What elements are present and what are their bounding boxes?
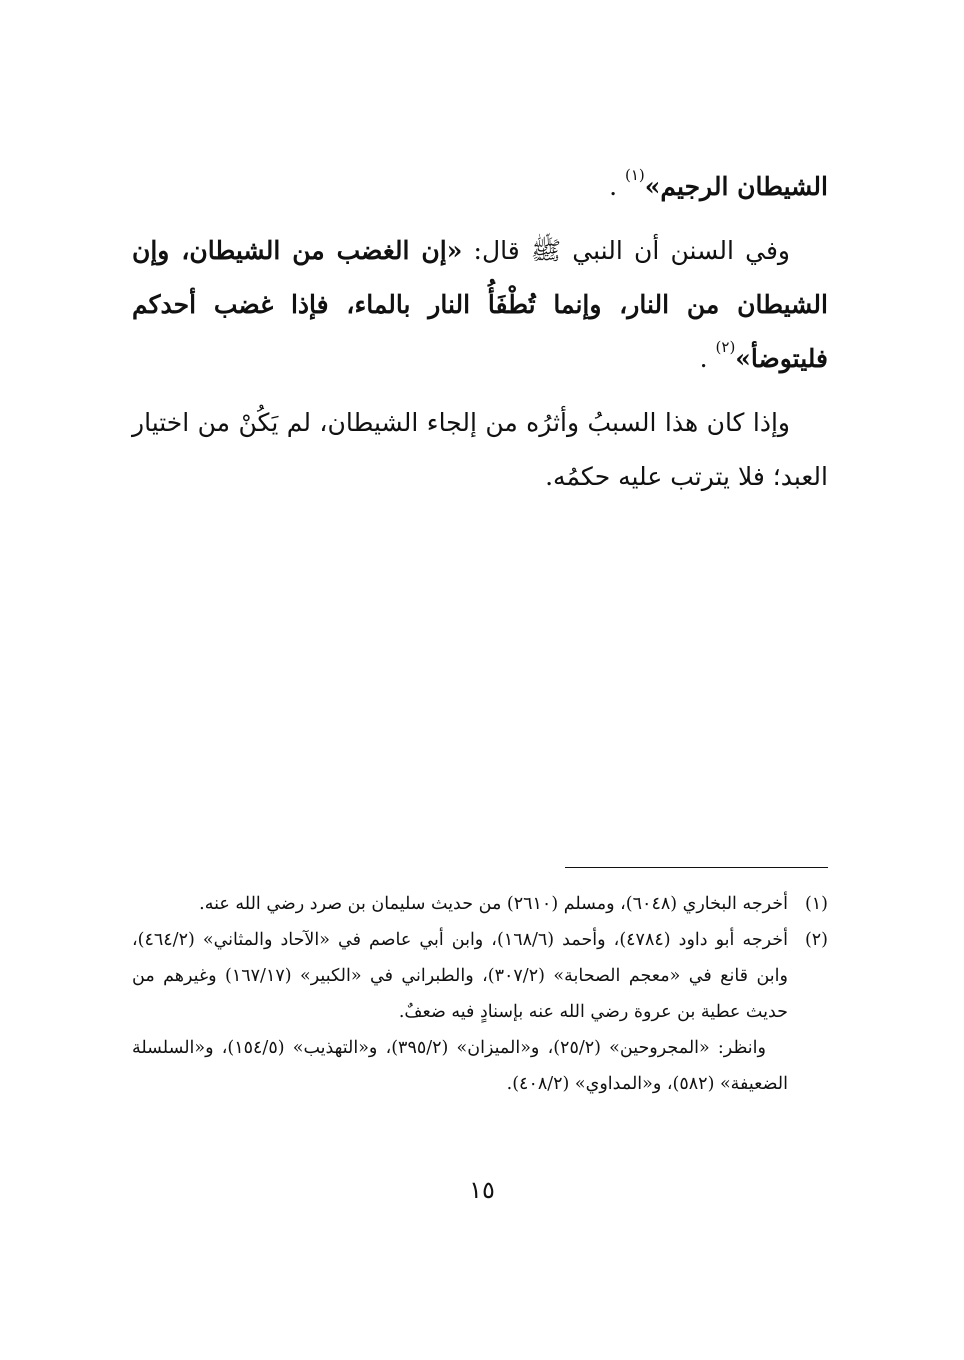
footnote-number: (٢) xyxy=(804,930,828,950)
footnote-ref-1[interactable]: (١) xyxy=(625,165,645,184)
main-text xyxy=(132,160,828,514)
footnote-text: أخرجه أبو داود (٤٧٨٤)، وأحمد (١٦٨/٦)، وابن أبي عاصم في «الآحاد والمثاني» (٤٦٤/٢)، وابن قانع في «معجم الصحابة» (٣٠٧/٢)، والطبراني في «الكبير» (١٦٧/١٧) وغيرهم من حديث عطية بن عروة رضي الله عنه بإسنادٍ فيه ضعفٌ. xyxy=(132,930,788,1022)
page-number: ١٥ xyxy=(469,1176,495,1204)
paragraph-2 xyxy=(132,224,828,386)
footnote-2 xyxy=(132,922,828,1030)
footnote-text: أخرجه البخاري (٦٠٤٨)، ومسلم (٢٦١٠) من حديث سليمان بن صرد رضي الله عنه. xyxy=(199,894,788,914)
footnote-number: (١) xyxy=(804,894,828,914)
period: . xyxy=(699,344,716,373)
footnote-1 xyxy=(132,886,828,922)
quote-ending: الشيطان الرجيم» xyxy=(644,172,828,201)
hadith-quote: «إن الغضب من الشيطان، وإن الشيطان من النار، وإنما تُطْفَأُ النار بالماء، فإذا غضب أحدكم فليتوضأ» xyxy=(132,236,828,373)
footnote-separator xyxy=(565,867,828,868)
period: . xyxy=(609,172,625,201)
footnotes xyxy=(132,886,828,1102)
hadith-intro: وفي السنن أن النبي ﷺ قال: xyxy=(462,236,790,265)
footnote-2-continuation: وانظر: «المجروحين» (٢٥/٢)، و«الميزان» (٣٩٥/٢)، و«التهذيب» (١٥٤/٥)، و«السلسلة الضعيفة» (٥٨٢)، و«المداوي» (٤٠٨/٢). xyxy=(132,1038,788,1094)
footnote-ref-2[interactable]: (٢) xyxy=(715,337,736,356)
paragraph-3: وإذا كان هذا السببُ وأثرُه من إلجاء الشيطان، لم يَكُنْ من اختيار العبد؛ فلا يترتب عليه حكمُه. xyxy=(132,408,828,491)
paragraph-1 xyxy=(132,160,828,214)
